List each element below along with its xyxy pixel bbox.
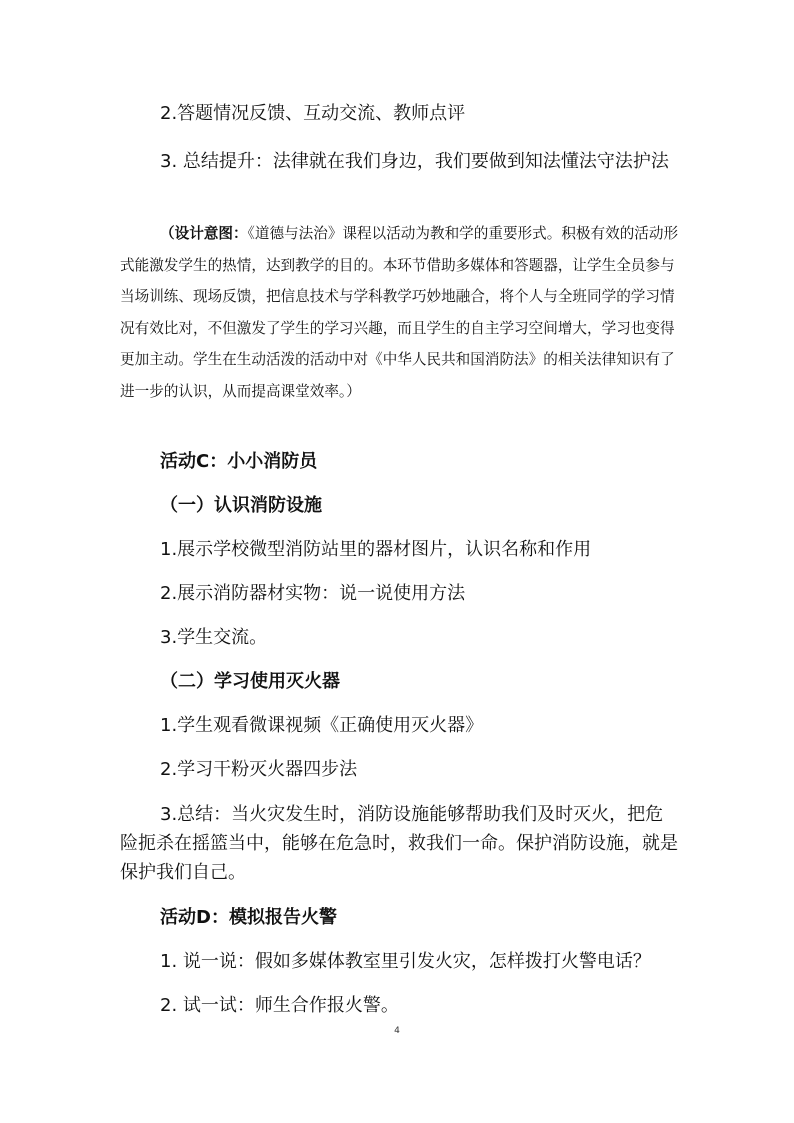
activity-c-section2-summary: 3.总结：当火灾发生时，消防设施能够帮助我们及时灭火，把危险扼杀在摇篮当中，能够在危急时，救我们一命。保护消防设施，就是保护我们自己。 — [120, 804, 678, 883]
activity-c-section1-title: （一）认识消防设施 — [160, 495, 322, 516]
activity-c-section1-item: 1.展示学校微型消防站里的器材图片，认识名称和作用 — [160, 539, 592, 560]
activity-c-section2-item: 2.学习干粉灭火器四步法 — [160, 759, 358, 780]
activity-c-title: 活动C：小小消防员 — [160, 451, 318, 472]
activity-d-item: 1. 说一说：假如多媒体教室里引发火灾，怎样拨打火警电话？ — [160, 951, 651, 972]
design-intent-note — [120, 218, 680, 407]
summary-line: 3. 总结提升：法律就在我们身边，我们要做到知法懂法守法护法 — [160, 151, 669, 172]
page-number: 4 — [394, 1026, 400, 1036]
activity-c-section1-item: 3.学生交流。 — [160, 627, 268, 648]
activity-c-section2-title: （二）学习使用灭火器 — [160, 671, 340, 692]
activity-c-section2-item: 1.学生观看微课视频《正确使用灭火器》 — [160, 715, 484, 736]
activity-d-item: 2. 试一试：师生合作报火警。 — [160, 995, 399, 1016]
activity-d-title: 活动D：模拟报告火警 — [160, 907, 337, 928]
design-intent-body: 《道德与法治》课程以活动为教和学的重要形式。积极有效的活动形式能激发学生的热情，达到教学的目的。本环节借助多媒体和答题器，让学生全员参与当场训练、现场反馈，把信息技术与学科教学巧妙地融合，将个人与全班同学的学习情况有效比对，不但激发了学生的学习兴趣，而且学生的自主学习空间增大，学习也变得更加主动。学生在生动活泼的活动中对《中华人民共和国消防法》的相关法律知识有了进一步的认识，从而提高课堂效率。） — [120, 225, 679, 400]
design-intent-lead: （设计意图： — [160, 225, 248, 242]
activity-c-section1-item: 2.展示消防器材实物：说一说使用方法 — [160, 583, 466, 604]
feedback-line: 2.答题情况反馈、互动交流、教师点评 — [160, 103, 466, 124]
